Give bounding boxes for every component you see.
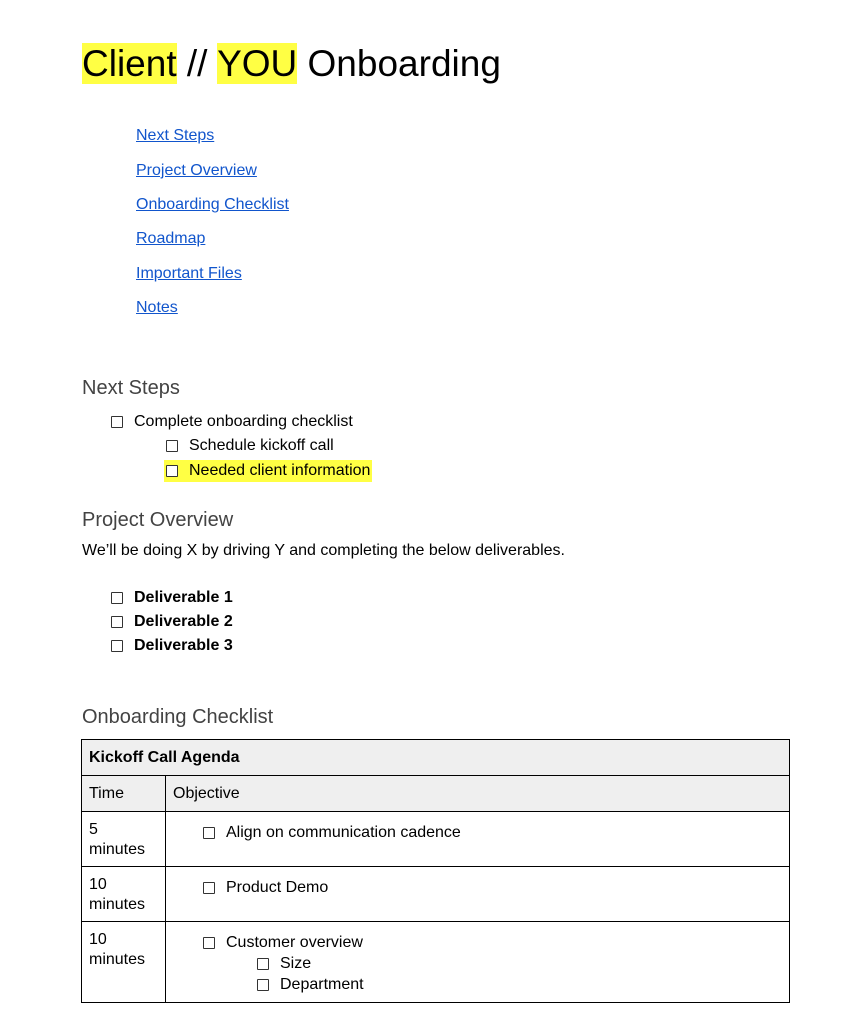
checklist-item-complete-onboarding: [111, 412, 353, 432]
checklist-item-schedule-kickoff: [166, 436, 334, 456]
checklist-item-label: Schedule kickoff call: [189, 437, 334, 454]
deliverable-label: Deliverable 3: [134, 637, 233, 654]
checklist-item-label: Needed client information: [189, 462, 371, 479]
title-you: YOU: [217, 43, 298, 84]
title-onboarding: Onboarding: [297, 43, 501, 84]
table-row: [82, 812, 790, 867]
checkbox[interactable]: [111, 640, 123, 652]
table-row: [82, 922, 790, 1003]
toc-link-onboarding-checklist[interactable]: Onboarding Checklist: [136, 196, 289, 213]
checkbox[interactable]: [203, 937, 215, 949]
objective-sublabel: Size: [280, 955, 312, 972]
time-cell: 5 minutes: [82, 812, 166, 867]
time-cell: 10 minutes: [82, 867, 166, 922]
deliverable-label: Deliverable 1: [134, 589, 233, 606]
checkbox[interactable]: [203, 827, 215, 839]
heading-onboarding-checklist: Onboarding Checklist: [82, 706, 274, 728]
objective-subitem: [173, 953, 782, 974]
time-cell: 10 minutes: [82, 922, 166, 1003]
checkbox[interactable]: [166, 440, 178, 452]
toc-link-notes[interactable]: Notes: [136, 299, 178, 316]
deliverable-item: [111, 636, 233, 656]
objective-item: [173, 932, 782, 953]
table-title-row: [82, 740, 790, 776]
table-header-row: [82, 776, 790, 812]
checkbox[interactable]: [257, 958, 269, 970]
checklist-item-needed-client-info: [164, 460, 372, 482]
objective-sublabel: Department: [280, 976, 364, 993]
checkbox[interactable]: [257, 979, 269, 991]
deliverable-label: Deliverable 2: [134, 613, 233, 630]
objective-item: [173, 877, 782, 898]
objective-label: Customer overview: [226, 934, 363, 951]
checkbox[interactable]: [111, 592, 123, 604]
project-overview-text: We’ll be doing X by driving Y and completing the below deliverables.: [82, 542, 565, 559]
checkbox[interactable]: [111, 416, 123, 428]
title-separator: //: [176, 43, 218, 84]
deliverable-item: [111, 588, 233, 608]
checkbox[interactable]: [203, 882, 215, 894]
heading-next-steps: Next Steps: [82, 377, 180, 399]
kickoff-agenda-table: [81, 739, 790, 1003]
objective-cell: [166, 922, 790, 1003]
heading-project-overview: Project Overview: [82, 509, 234, 531]
toc-link-project-overview[interactable]: Project Overview: [136, 162, 257, 179]
checkbox[interactable]: [166, 465, 178, 477]
table-title: Kickoff Call Agenda: [82, 740, 790, 776]
toc-link-roadmap[interactable]: Roadmap: [136, 230, 206, 247]
column-header-objective: Objective: [166, 776, 790, 812]
checklist-item-label: Complete onboarding checklist: [134, 413, 353, 430]
deliverable-item: [111, 612, 233, 632]
document-title: [82, 40, 501, 88]
table-row: [82, 867, 790, 922]
column-header-time: Time: [82, 776, 166, 812]
checkbox[interactable]: [111, 616, 123, 628]
objective-label: Product Demo: [226, 879, 329, 896]
objective-label: Align on communication cadence: [226, 824, 461, 841]
toc-link-next-steps[interactable]: Next Steps: [136, 127, 215, 144]
title-client: Client: [82, 43, 177, 84]
objective-item: [173, 822, 782, 843]
objective-subitem: [173, 974, 782, 995]
objective-cell: [166, 812, 790, 867]
objective-cell: [166, 867, 790, 922]
toc-link-important-files[interactable]: Important Files: [136, 265, 242, 282]
